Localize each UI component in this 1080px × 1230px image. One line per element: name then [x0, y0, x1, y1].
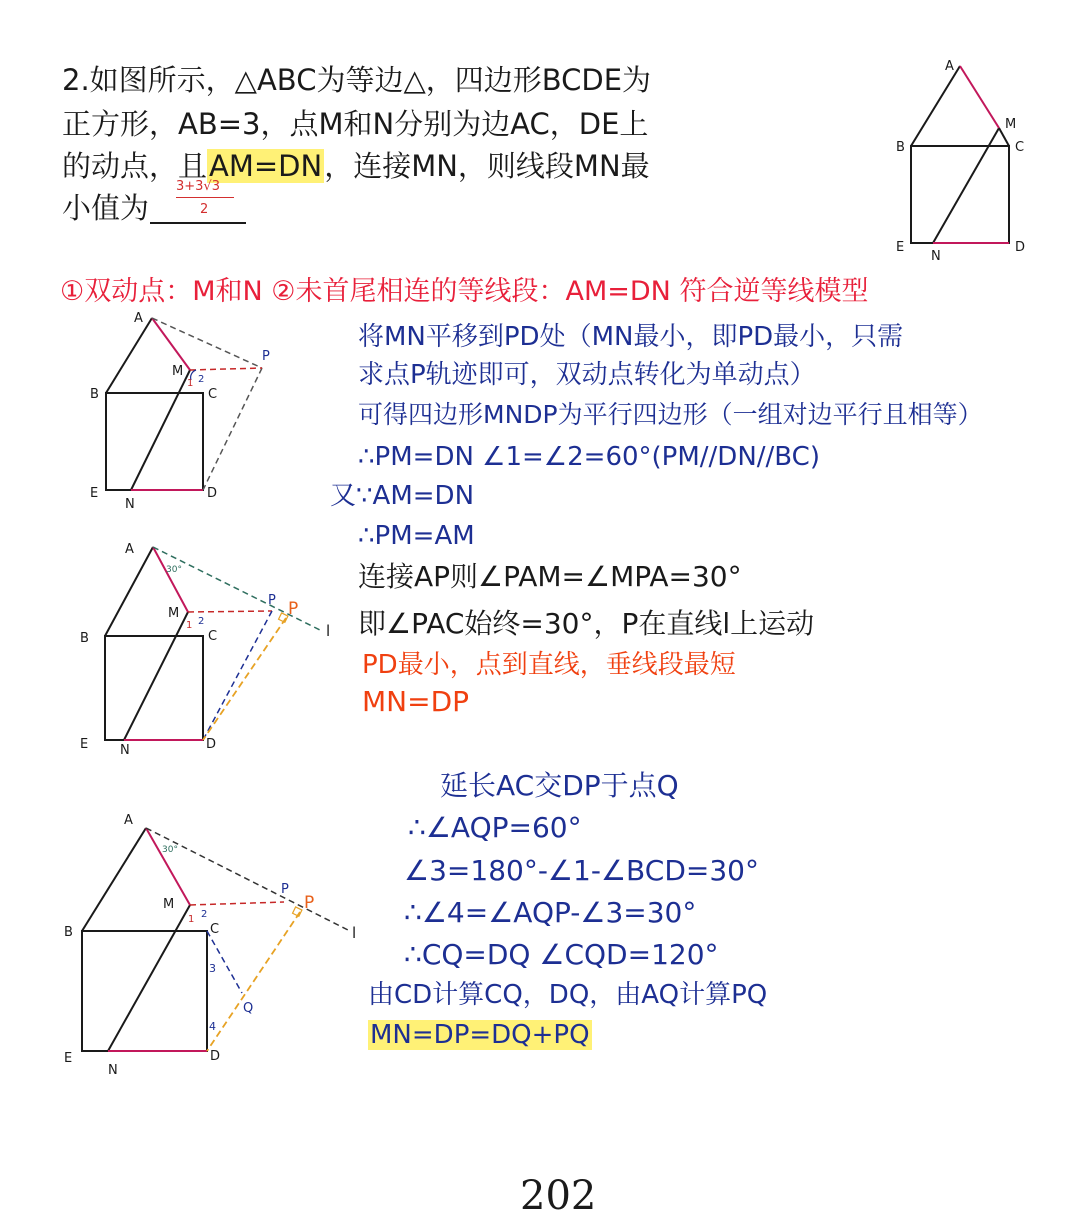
step1-line-6: ∴PM=AM [358, 521, 475, 551]
label-a-fig0: A [945, 59, 954, 74]
angle-1-fig3: 1 [188, 914, 195, 925]
step1-line-4: ∴PM=DN ∠1=∠2=60°(PM//DN//BC) [358, 442, 820, 472]
step3-line-1: 延长AC交DP于点Q [440, 769, 679, 802]
problem-line-4: 小值为 [62, 191, 150, 225]
label-p-fig3: P [281, 882, 289, 897]
angle-4-fig3: 4 [209, 1020, 216, 1033]
label-n-fig1: N [125, 497, 135, 512]
label-b-fig0: B [896, 140, 905, 155]
label-c-fig1: C [208, 387, 218, 402]
angle-2-fig1: 2 [198, 374, 205, 385]
label-b-fig3: B [64, 925, 73, 940]
problem-line-2: 正方形，AB=3，点M和N分别为边AC，DE上 [62, 107, 649, 141]
label-a-fig2: A [125, 542, 134, 557]
step1-line-2: 求点P轨迹即可，双动点转化为单动点） [358, 360, 816, 390]
step2-line-4: MN=DP [362, 685, 470, 718]
label-c-fig2: C [208, 629, 218, 644]
highlight-conclusion: MN=DP=DQ+PQ [370, 1020, 590, 1050]
label-m-fig3: M [163, 897, 175, 912]
label-p-moved-fig3: P [304, 893, 315, 913]
label-m-fig1: M [172, 364, 184, 379]
answer-denominator: 2 [200, 202, 209, 217]
step2-line-2: 即∠PAC始终=30°，P在直线l上运动 [358, 607, 815, 640]
label-c-fig3: C [210, 922, 220, 937]
label-n-fig2: N [120, 743, 130, 758]
step2-line-1: 连接AP则∠PAM=∠MPA=30° [358, 560, 742, 593]
label-a-fig3: A [124, 813, 133, 828]
step1-line-3: 可得四边形MNDP为平行四边形（一组对边平行且相等） [358, 400, 983, 429]
label-e-fig2: E [80, 737, 89, 752]
label-line-l-fig2: l [326, 622, 331, 640]
label-e-fig3: E [64, 1051, 73, 1066]
step3-line-3: ∠3=180°-∠1-∠BCD=30° [404, 854, 759, 887]
step3-line-5: ∴CQ=DQ ∠CQD=120° [404, 938, 719, 971]
analysis-line: ①双动点：M和N ②未首尾相连的等线段：AM=DN 符合逆等线模型 [60, 276, 869, 307]
label-d-fig3: D [210, 1049, 221, 1064]
angle-1-fig1: 1 [187, 378, 194, 389]
angle-2-fig3: 2 [201, 909, 208, 920]
label-p-fig2: P [268, 593, 276, 608]
step3-line-6: 由CD计算CQ，DQ，由AQ计算PQ [368, 980, 768, 1010]
angle-30-fig3: 30° [162, 845, 178, 855]
step2-line-3: PD最小，点到直线，垂线段最短 [362, 650, 736, 680]
problem-line-1: 2.如图所示，△ABC为等边△，四边形BCDE为 [62, 63, 652, 97]
angle-30-fig2: 30° [166, 565, 182, 575]
problem-line-3: 的动点，且AM=DN，连接MN，则线段MN最 [62, 149, 650, 183]
highlight-am-dn: AM=DN [209, 149, 323, 183]
angle-1-fig2: 1 [186, 620, 193, 631]
label-e-fig0: E [896, 240, 905, 255]
label-a-fig1: A [134, 311, 143, 326]
label-p-moved-fig2: P [288, 599, 299, 619]
label-p-fig1: P [262, 349, 270, 364]
step3-line-2: ∴∠AQP=60° [408, 811, 582, 844]
answer-numerator: 3+3√3 [176, 179, 220, 194]
label-d-fig1: D [207, 486, 218, 501]
label-line-l-fig3: l [352, 924, 357, 942]
label-m-fig0: M [1005, 117, 1017, 132]
label-c-fig0: C [1015, 140, 1025, 155]
angle-3-fig3: 3 [209, 962, 216, 975]
angle-2-fig2: 2 [198, 616, 205, 627]
label-n-fig0: N [931, 249, 941, 264]
label-d-fig0: D [1015, 240, 1026, 255]
label-d-fig2: D [206, 737, 217, 752]
label-e-fig1: E [90, 486, 99, 501]
page-number: 202 [520, 1173, 597, 1219]
label-b-fig1: B [90, 387, 99, 402]
label-b-fig2: B [80, 631, 89, 646]
step1-line-1: 将MN平移到PD处（MN最小，即PD最小，只需 [358, 322, 904, 352]
label-n-fig3: N [108, 1063, 118, 1078]
step3-line-4: ∴∠4=∠AQP-∠3=30° [404, 896, 697, 929]
label-q-fig3: Q [243, 1001, 254, 1016]
step1-line-5: 又∵AM=DN [330, 481, 475, 511]
label-m-fig2: M [168, 606, 180, 621]
